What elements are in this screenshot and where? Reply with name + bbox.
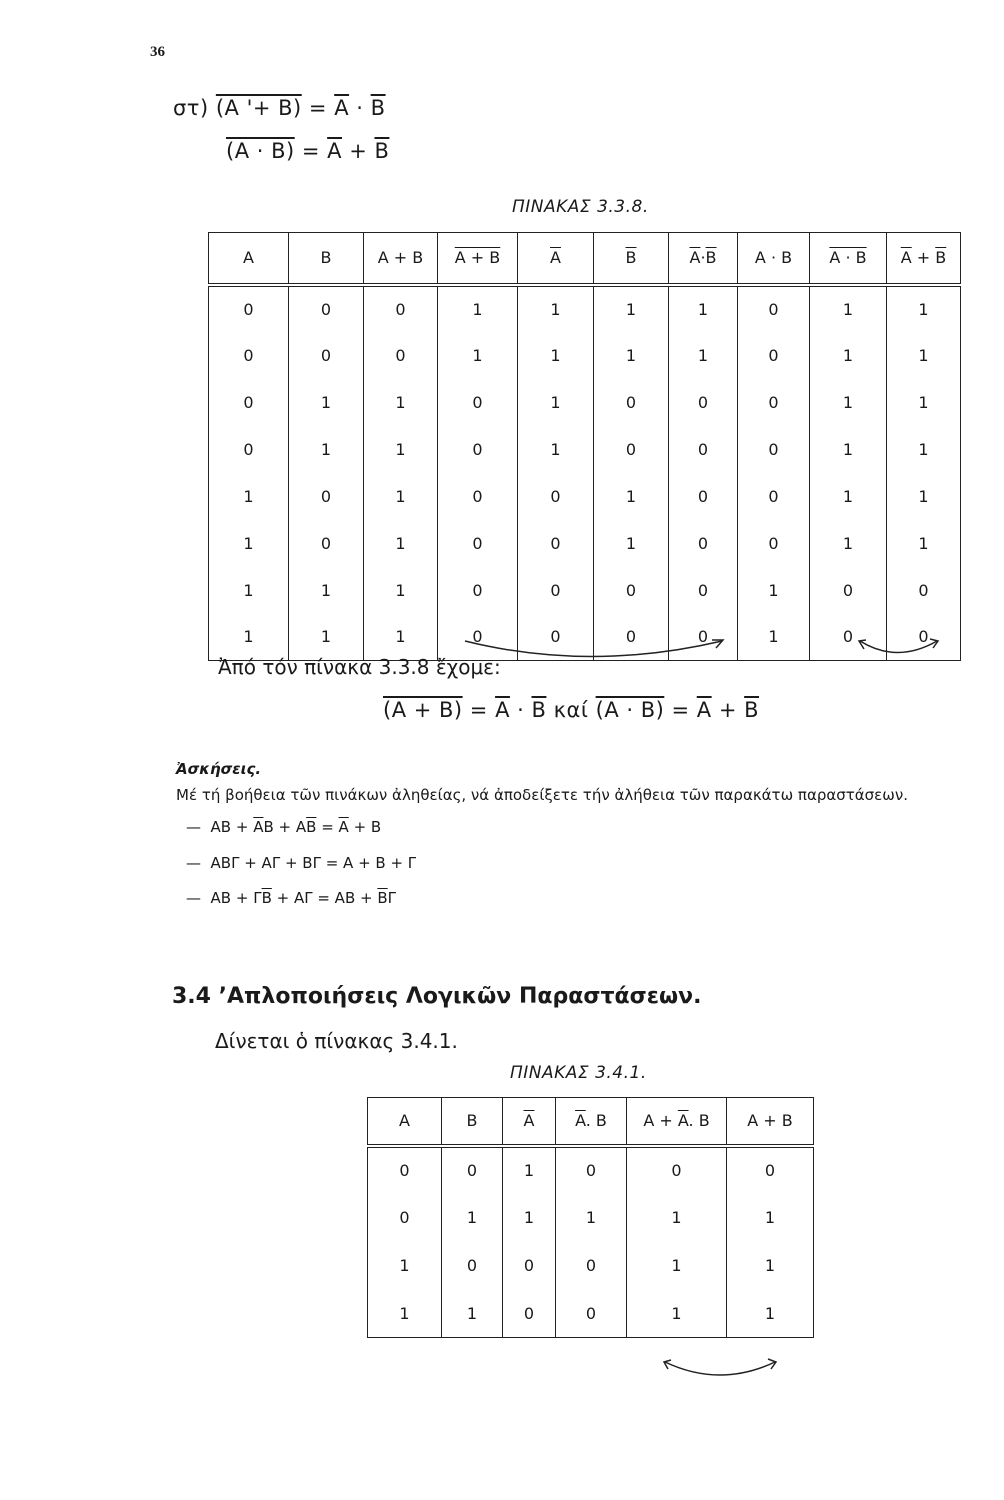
negated-b: $\overline{B}$ xyxy=(370,96,386,120)
negated-b: $\overline{B}$ xyxy=(374,139,390,163)
table-cell: 0 xyxy=(518,473,594,520)
table-cell: 1 xyxy=(289,567,364,614)
header-a-or-b: A + B xyxy=(727,1098,814,1146)
table-cell: 0 xyxy=(738,332,810,379)
header-a: A xyxy=(368,1098,442,1146)
result-equations: $(A + B) = \overline{A} \cdot \overline{B}$ καί $(A \cdot B) = \overline{A} + \overline{B}$ xyxy=(383,698,760,722)
table-cell: 1 xyxy=(368,1290,442,1338)
table-cell: 0 xyxy=(887,614,961,661)
header-not-b: $\overline{B}$ xyxy=(594,233,669,285)
exercise-2: — ABΓ + AΓ + BΓ = A + B + Γ xyxy=(186,854,417,872)
table-cell: 0 xyxy=(503,1290,556,1338)
table-cell: 1 xyxy=(810,520,887,567)
header-a: A xyxy=(209,233,289,285)
negated-a: $\overline{A}$ xyxy=(495,698,510,722)
table-cell: 1 xyxy=(209,473,289,520)
table-cell: 0 xyxy=(289,332,364,379)
table-cell: 1 xyxy=(887,332,961,379)
table-cell: 1 xyxy=(503,1146,556,1194)
table-cell: 1 xyxy=(627,1290,727,1338)
table-cell: 0 xyxy=(556,1146,627,1194)
table-cell: 0 xyxy=(438,520,518,567)
header-not-a-and-b: A · B xyxy=(810,233,887,285)
header-a-or-b: A + B xyxy=(364,233,438,285)
table-cell: 0 xyxy=(594,426,669,473)
table-cell: 1 xyxy=(810,285,887,332)
operator: + xyxy=(349,139,368,163)
table-cell: 0 xyxy=(209,285,289,332)
table-cell: 0 xyxy=(289,285,364,332)
table-cell: 1 xyxy=(209,614,289,661)
table-cell: 1 xyxy=(442,1290,503,1338)
table-cell: 0 xyxy=(438,567,518,614)
table-cell: 1 xyxy=(364,567,438,614)
table-cell: 0 xyxy=(364,332,438,379)
negated-a: $\overline{A}$ xyxy=(334,96,350,120)
table-cell: 1 xyxy=(364,473,438,520)
table-cell: 1 xyxy=(738,567,810,614)
exercises-intro: Μέ τή βοήθεια τῶν πινάκων ἀληθείας, νά ἀποδείξετε τήν ἀλήθεια τῶν παρακάτω παραστάσεων. xyxy=(176,786,908,804)
table-cell: 1 xyxy=(368,1242,442,1290)
table-cell: 0 xyxy=(738,520,810,567)
table-cell: 1 xyxy=(810,379,887,426)
table-cell: 0 xyxy=(518,614,594,661)
negated-b: $\overline{B}$ xyxy=(531,698,547,722)
table-cell: 0 xyxy=(669,426,738,473)
table-cell: 0 xyxy=(556,1242,627,1290)
table-cell: 1 xyxy=(669,285,738,332)
table-cell: 1 xyxy=(594,473,669,520)
overlined-expression: (A · B) xyxy=(595,698,665,722)
header-b: B xyxy=(289,233,364,285)
result-intro: Ἀπό τόν πίνακα 3.3.8 ἔχομε: xyxy=(218,655,501,679)
table-cell: 0 xyxy=(669,520,738,567)
table-cell: 0 xyxy=(438,426,518,473)
table-cell: 1 xyxy=(364,379,438,426)
header-not-a: $\overline{A}$ xyxy=(518,233,594,285)
conjunction: καί xyxy=(553,698,589,722)
table-cell: 0 xyxy=(209,379,289,426)
table-cell: 1 xyxy=(518,426,594,473)
table-cell: 0 xyxy=(518,567,594,614)
negated-a: $\overline{A}$ xyxy=(696,698,712,722)
table-cell: 1 xyxy=(518,285,594,332)
table-cell: 0 xyxy=(738,379,810,426)
table-cell: 0 xyxy=(738,473,810,520)
table-cell: 0 xyxy=(810,567,887,614)
table-cell: 0 xyxy=(594,567,669,614)
operator: + xyxy=(718,698,737,722)
header-not-a-or-not-b: $\overline{A} + \overline{B}$ xyxy=(887,233,961,285)
table-cell: 0 xyxy=(556,1290,627,1338)
table-cell: 1 xyxy=(442,1194,503,1242)
operator: · xyxy=(356,96,364,120)
table-cell: 0 xyxy=(438,379,518,426)
table-cell: 1 xyxy=(627,1194,727,1242)
table-cell: 1 xyxy=(209,567,289,614)
table-cell: 0 xyxy=(810,614,887,661)
table-cell: 0 xyxy=(887,567,961,614)
table-cell: 0 xyxy=(503,1242,556,1290)
header-b: B xyxy=(442,1098,503,1146)
table-cell: 1 xyxy=(209,520,289,567)
de-morgan-line-2: $(A \cdot B) = \overline{A} + \overline{B}$ xyxy=(226,139,390,163)
table-cell: 1 xyxy=(810,426,887,473)
negated-b: $\overline{B}$ xyxy=(744,698,760,722)
given-table-text: Δίνεται ὁ πίνακας 3.4.1. xyxy=(215,1029,458,1053)
table-cell: 0 xyxy=(627,1146,727,1194)
table-cell: 1 xyxy=(887,285,961,332)
exercise-3: — AB + $\Gamma\overline{B} + A\Gamma$ = AB + $\overline{B}\Gamma$ xyxy=(186,889,396,907)
table-cell: 1 xyxy=(364,426,438,473)
table-cell: 1 xyxy=(556,1194,627,1242)
table-cell: 0 xyxy=(368,1194,442,1242)
table-cell: 0 xyxy=(438,473,518,520)
table-cell: 1 xyxy=(438,285,518,332)
table-cell: 0 xyxy=(442,1146,503,1194)
table-caption-3-3-8: ΠΙΝΑΚΑΣ 3.3.8. xyxy=(512,197,649,217)
overlined-expression: (A + B) xyxy=(383,698,463,722)
header-a-and-b: A · B xyxy=(738,233,810,285)
table-cell: 1 xyxy=(594,520,669,567)
table-cell: 0 xyxy=(669,567,738,614)
table-cell: 1 xyxy=(738,614,810,661)
header-not-a-and-not-b: $\overline{A}\cdot\overline{B}$ xyxy=(669,233,738,285)
operator: · xyxy=(517,698,525,722)
de-morgan-line-1: στ) (A '+ $B) = \overline{A} \cdot \overline{B}$ xyxy=(173,96,386,120)
table-cell: 1 xyxy=(518,379,594,426)
table-cell: 0 xyxy=(438,614,518,661)
table-cell: 0 xyxy=(364,285,438,332)
table-cell: 0 xyxy=(594,379,669,426)
header-a-or-not-a-and-b: $A + \overline{A}$. B xyxy=(627,1098,727,1146)
negated-a: $\overline{A}$ xyxy=(327,139,343,163)
header-not-a-or-b: A + B xyxy=(438,233,518,285)
exercises-title: Ἀσκήσεις. xyxy=(176,760,262,778)
table-cell: 1 xyxy=(364,520,438,567)
table-cell: 1 xyxy=(887,520,961,567)
header-not-a-and-b: $\overline{A}$. B xyxy=(556,1098,627,1146)
table-cell: 1 xyxy=(594,285,669,332)
table-cell: 0 xyxy=(209,426,289,473)
table-cell: 0 xyxy=(727,1146,814,1194)
table-cell: 1 xyxy=(727,1290,814,1338)
table-cell: 1 xyxy=(438,332,518,379)
table-cell: 1 xyxy=(810,473,887,520)
table-cell: 1 xyxy=(594,332,669,379)
table-cell: 0 xyxy=(738,426,810,473)
table-cell: 1 xyxy=(289,614,364,661)
header-not-a: $\overline{A}$ xyxy=(503,1098,556,1146)
table-cell: 1 xyxy=(887,379,961,426)
overlined-expression: (A '+ B) xyxy=(215,96,302,120)
table-cell: 0 xyxy=(442,1242,503,1290)
table-cell: 0 xyxy=(669,379,738,426)
table-cell: 0 xyxy=(289,473,364,520)
table-cell: 1 xyxy=(627,1242,727,1290)
table-cell: 1 xyxy=(289,379,364,426)
section-heading: 3.4 ʼΑπλοποιήσεις Λογικῶν Παραστάσεων. xyxy=(172,984,702,1009)
exercise-1: — AB + $\overline{A}B + A\overline{B} = \overline{A} + B$ xyxy=(186,818,382,836)
table-cell: 1 xyxy=(503,1194,556,1242)
item-label: στ) xyxy=(173,96,209,120)
table-cell: 1 xyxy=(887,473,961,520)
page-number: 36 xyxy=(150,44,165,60)
table-cell: 1 xyxy=(810,332,887,379)
table-cell: 1 xyxy=(364,614,438,661)
table-cell: 1 xyxy=(887,426,961,473)
table-cell: 1 xyxy=(727,1242,814,1290)
table-cell: 1 xyxy=(289,426,364,473)
table-cell: 0 xyxy=(738,285,810,332)
table-caption-3-4-1: ΠΙΝΑΚΑΣ 3.4.1. xyxy=(510,1063,647,1083)
table-cell: 1 xyxy=(518,332,594,379)
table-cell: 0 xyxy=(518,520,594,567)
table-cell: 1 xyxy=(727,1194,814,1242)
table-cell: 0 xyxy=(289,520,364,567)
table-cell: 1 xyxy=(669,332,738,379)
table-cell: 0 xyxy=(594,614,669,661)
table-cell: 0 xyxy=(669,473,738,520)
table-cell: 0 xyxy=(209,332,289,379)
overlined-expression: (A · B) xyxy=(226,139,295,163)
table-cell: 0 xyxy=(669,614,738,661)
table-cell: 0 xyxy=(368,1146,442,1194)
